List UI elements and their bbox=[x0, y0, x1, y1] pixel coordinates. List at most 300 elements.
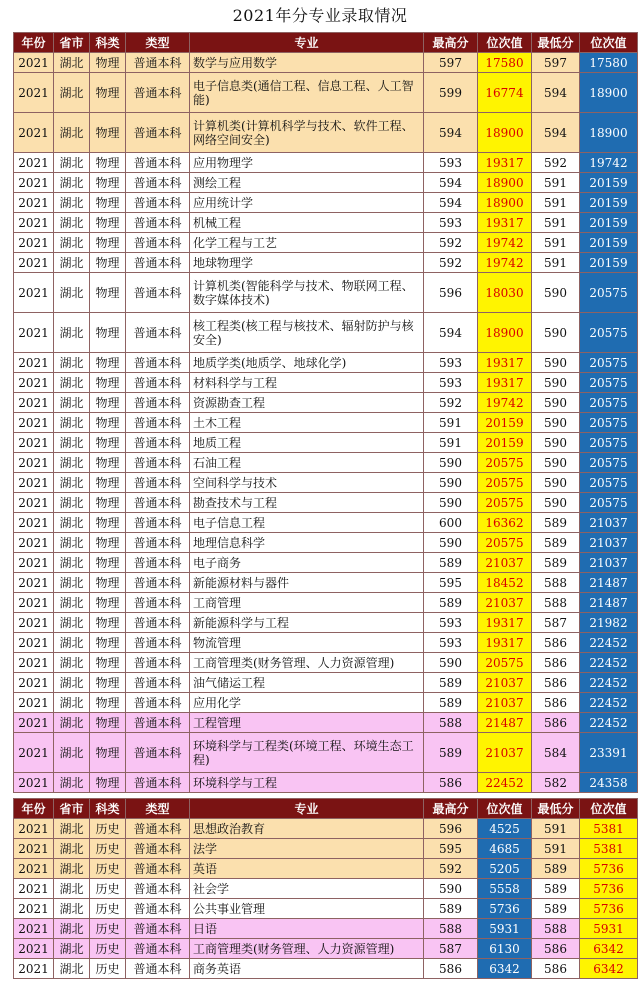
cell-min-rank: 20159 bbox=[580, 173, 638, 193]
cell-major: 地质学类(地质学、地球化学) bbox=[190, 353, 424, 373]
cell-province: 湖北 bbox=[54, 733, 90, 773]
cell-type: 普通本科 bbox=[126, 773, 190, 793]
cell-min-score: 589 bbox=[532, 553, 580, 573]
cell-type: 普通本科 bbox=[126, 193, 190, 213]
cell-min-rank: 18900 bbox=[580, 113, 638, 153]
cell-max-rank: 18900 bbox=[478, 313, 532, 353]
cell-major: 思想政治教育 bbox=[190, 819, 424, 839]
cell-year: 2021 bbox=[14, 959, 54, 979]
table-row bbox=[14, 453, 638, 473]
cell-province: 湖北 bbox=[54, 593, 90, 613]
cell-max-score: 590 bbox=[424, 473, 478, 493]
header-max-score: 最高分 bbox=[424, 33, 478, 53]
cell-major: 工商管理 bbox=[190, 593, 424, 613]
cell-year: 2021 bbox=[14, 433, 54, 453]
cell-major: 计算机类(计算机科学与技术、软件工程、网络空间安全) bbox=[190, 113, 424, 153]
cell-max-score: 589 bbox=[424, 553, 478, 573]
cell-max-score: 593 bbox=[424, 613, 478, 633]
cell-year: 2021 bbox=[14, 493, 54, 513]
cell-year: 2021 bbox=[14, 153, 54, 173]
cell-type: 普通本科 bbox=[126, 213, 190, 233]
cell-year: 2021 bbox=[14, 859, 54, 879]
header-type: 类型 bbox=[126, 33, 190, 53]
cell-subject: 物理 bbox=[90, 473, 126, 493]
cell-max-rank: 21037 bbox=[478, 693, 532, 713]
cell-max-rank: 17580 bbox=[478, 53, 532, 73]
cell-max-rank: 4685 bbox=[478, 839, 532, 859]
cell-min-score: 590 bbox=[532, 493, 580, 513]
header-subject: 科类 bbox=[90, 33, 126, 53]
cell-max-score: 596 bbox=[424, 273, 478, 313]
cell-type: 普通本科 bbox=[126, 733, 190, 773]
cell-type: 普通本科 bbox=[126, 473, 190, 493]
cell-max-score: 594 bbox=[424, 193, 478, 213]
cell-province: 湖北 bbox=[54, 153, 90, 173]
cell-subject: 物理 bbox=[90, 713, 126, 733]
cell-province: 湖北 bbox=[54, 173, 90, 193]
cell-max-rank: 19317 bbox=[478, 353, 532, 373]
cell-major: 测绘工程 bbox=[190, 173, 424, 193]
cell-province: 湖北 bbox=[54, 513, 90, 533]
cell-province: 湖北 bbox=[54, 193, 90, 213]
header-max-rank: 位次值 bbox=[478, 799, 532, 819]
cell-year: 2021 bbox=[14, 393, 54, 413]
cell-type: 普通本科 bbox=[126, 939, 190, 959]
cell-max-score: 591 bbox=[424, 413, 478, 433]
cell-max-rank: 5736 bbox=[478, 899, 532, 919]
cell-year: 2021 bbox=[14, 273, 54, 313]
cell-major: 土木工程 bbox=[190, 413, 424, 433]
table-row bbox=[14, 879, 638, 899]
cell-type: 普通本科 bbox=[126, 839, 190, 859]
cell-year: 2021 bbox=[14, 193, 54, 213]
cell-year: 2021 bbox=[14, 693, 54, 713]
cell-province: 湖北 bbox=[54, 899, 90, 919]
table-row bbox=[14, 713, 638, 733]
cell-max-rank: 19317 bbox=[478, 213, 532, 233]
cell-max-rank: 19317 bbox=[478, 633, 532, 653]
cell-major: 英语 bbox=[190, 859, 424, 879]
cell-province: 湖北 bbox=[54, 693, 90, 713]
cell-major: 日语 bbox=[190, 919, 424, 939]
table-row bbox=[14, 553, 638, 573]
cell-year: 2021 bbox=[14, 73, 54, 113]
cell-major: 化学工程与工艺 bbox=[190, 233, 424, 253]
cell-min-score: 591 bbox=[532, 213, 580, 233]
cell-max-score: 595 bbox=[424, 839, 478, 859]
cell-min-score: 591 bbox=[532, 819, 580, 839]
table-row bbox=[14, 733, 638, 773]
table-row bbox=[14, 373, 638, 393]
cell-subject: 历史 bbox=[90, 919, 126, 939]
cell-subject: 物理 bbox=[90, 353, 126, 373]
cell-max-score: 590 bbox=[424, 533, 478, 553]
cell-type: 普通本科 bbox=[126, 693, 190, 713]
cell-min-score: 589 bbox=[532, 879, 580, 899]
table-row bbox=[14, 533, 638, 553]
cell-min-score: 589 bbox=[532, 899, 580, 919]
cell-subject: 物理 bbox=[90, 173, 126, 193]
table-row bbox=[14, 153, 638, 173]
physics-header-row bbox=[14, 33, 638, 53]
cell-max-score: 593 bbox=[424, 213, 478, 233]
cell-min-score: 588 bbox=[532, 593, 580, 613]
cell-major: 空间科学与技术 bbox=[190, 473, 424, 493]
cell-type: 普通本科 bbox=[126, 899, 190, 919]
cell-min-rank: 17580 bbox=[580, 53, 638, 73]
cell-type: 普通本科 bbox=[126, 553, 190, 573]
cell-max-rank: 18900 bbox=[478, 113, 532, 153]
history-header-row bbox=[14, 799, 638, 819]
cell-min-rank: 23391 bbox=[580, 733, 638, 773]
cell-province: 湖北 bbox=[54, 313, 90, 353]
cell-province: 湖北 bbox=[54, 839, 90, 859]
header-province: 省市 bbox=[54, 33, 90, 53]
cell-type: 普通本科 bbox=[126, 513, 190, 533]
cell-year: 2021 bbox=[14, 819, 54, 839]
cell-min-rank: 21487 bbox=[580, 593, 638, 613]
cell-min-rank: 20159 bbox=[580, 213, 638, 233]
cell-max-score: 586 bbox=[424, 959, 478, 979]
cell-major: 地理信息科学 bbox=[190, 533, 424, 553]
cell-province: 湖北 bbox=[54, 393, 90, 413]
cell-min-score: 586 bbox=[532, 653, 580, 673]
header-min-score: 最低分 bbox=[532, 33, 580, 53]
cell-max-rank: 20159 bbox=[478, 433, 532, 453]
cell-max-score: 590 bbox=[424, 653, 478, 673]
cell-max-rank: 5931 bbox=[478, 919, 532, 939]
cell-max-rank: 5558 bbox=[478, 879, 532, 899]
cell-max-rank: 20575 bbox=[478, 453, 532, 473]
cell-min-score: 590 bbox=[532, 353, 580, 373]
cell-province: 湖北 bbox=[54, 53, 90, 73]
cell-min-score: 586 bbox=[532, 959, 580, 979]
cell-min-rank: 22452 bbox=[580, 633, 638, 653]
cell-major: 工商管理类(财务管理、人力资源管理) bbox=[190, 653, 424, 673]
cell-type: 普通本科 bbox=[126, 453, 190, 473]
table-row bbox=[14, 513, 638, 533]
cell-year: 2021 bbox=[14, 593, 54, 613]
cell-province: 湖北 bbox=[54, 493, 90, 513]
cell-max-rank: 16362 bbox=[478, 513, 532, 533]
cell-subject: 物理 bbox=[90, 633, 126, 653]
cell-year: 2021 bbox=[14, 173, 54, 193]
cell-year: 2021 bbox=[14, 673, 54, 693]
cell-major: 石油工程 bbox=[190, 453, 424, 473]
cell-subject: 物理 bbox=[90, 593, 126, 613]
cell-province: 湖北 bbox=[54, 413, 90, 433]
cell-type: 普通本科 bbox=[126, 153, 190, 173]
table-row bbox=[14, 693, 638, 713]
header-min-rank: 位次值 bbox=[580, 33, 638, 53]
cell-year: 2021 bbox=[14, 213, 54, 233]
cell-min-score: 590 bbox=[532, 433, 580, 453]
cell-major: 环境科学与工程 bbox=[190, 773, 424, 793]
table-row bbox=[14, 73, 638, 113]
cell-min-score: 584 bbox=[532, 733, 580, 773]
cell-subject: 物理 bbox=[90, 653, 126, 673]
header-major: 专业 bbox=[190, 33, 424, 53]
table-row bbox=[14, 233, 638, 253]
cell-type: 普通本科 bbox=[126, 859, 190, 879]
cell-subject: 物理 bbox=[90, 213, 126, 233]
cell-subject: 物理 bbox=[90, 433, 126, 453]
cell-min-rank: 20575 bbox=[580, 413, 638, 433]
cell-year: 2021 bbox=[14, 413, 54, 433]
cell-max-rank: 21037 bbox=[478, 553, 532, 573]
cell-max-score: 593 bbox=[424, 633, 478, 653]
cell-max-score: 592 bbox=[424, 233, 478, 253]
table-row bbox=[14, 253, 638, 273]
table-row bbox=[14, 819, 638, 839]
cell-max-score: 588 bbox=[424, 713, 478, 733]
cell-min-score: 586 bbox=[532, 673, 580, 693]
cell-min-score: 588 bbox=[532, 573, 580, 593]
cell-province: 湖北 bbox=[54, 859, 90, 879]
cell-min-score: 589 bbox=[532, 533, 580, 553]
cell-min-rank: 22452 bbox=[580, 673, 638, 693]
header-type: 类型 bbox=[126, 799, 190, 819]
cell-max-score: 589 bbox=[424, 593, 478, 613]
cell-min-rank: 18900 bbox=[580, 73, 638, 113]
cell-year: 2021 bbox=[14, 253, 54, 273]
table-row bbox=[14, 393, 638, 413]
cell-province: 湖北 bbox=[54, 453, 90, 473]
cell-min-score: 592 bbox=[532, 153, 580, 173]
cell-min-rank: 20159 bbox=[580, 233, 638, 253]
history-table-body bbox=[14, 819, 638, 979]
cell-min-rank: 21037 bbox=[580, 553, 638, 573]
cell-year: 2021 bbox=[14, 713, 54, 733]
cell-min-score: 591 bbox=[532, 253, 580, 273]
cell-max-rank: 21037 bbox=[478, 673, 532, 693]
cell-year: 2021 bbox=[14, 353, 54, 373]
cell-subject: 物理 bbox=[90, 253, 126, 273]
cell-province: 湖北 bbox=[54, 353, 90, 373]
cell-min-score: 589 bbox=[532, 513, 580, 533]
cell-subject: 物理 bbox=[90, 693, 126, 713]
cell-max-score: 593 bbox=[424, 353, 478, 373]
header-year: 年份 bbox=[14, 799, 54, 819]
cell-subject: 物理 bbox=[90, 573, 126, 593]
cell-max-rank: 20575 bbox=[478, 473, 532, 493]
cell-min-score: 590 bbox=[532, 453, 580, 473]
cell-min-score: 591 bbox=[532, 839, 580, 859]
table-row bbox=[14, 473, 638, 493]
cell-max-score: 589 bbox=[424, 673, 478, 693]
cell-min-rank: 5736 bbox=[580, 879, 638, 899]
cell-type: 普通本科 bbox=[126, 393, 190, 413]
cell-year: 2021 bbox=[14, 773, 54, 793]
header-max-score: 最高分 bbox=[424, 799, 478, 819]
header-min-rank: 位次值 bbox=[580, 799, 638, 819]
cell-type: 普通本科 bbox=[126, 233, 190, 253]
cell-subject: 物理 bbox=[90, 733, 126, 773]
cell-max-score: 596 bbox=[424, 819, 478, 839]
cell-min-rank: 20575 bbox=[580, 393, 638, 413]
physics-table-body bbox=[14, 53, 638, 793]
cell-min-rank: 21037 bbox=[580, 533, 638, 553]
cell-min-score: 590 bbox=[532, 473, 580, 493]
cell-min-rank: 20575 bbox=[580, 493, 638, 513]
cell-year: 2021 bbox=[14, 919, 54, 939]
cell-province: 湖北 bbox=[54, 633, 90, 653]
table-row bbox=[14, 433, 638, 453]
cell-subject: 历史 bbox=[90, 839, 126, 859]
cell-max-rank: 6342 bbox=[478, 959, 532, 979]
cell-max-rank: 16774 bbox=[478, 73, 532, 113]
cell-province: 湖北 bbox=[54, 959, 90, 979]
cell-subject: 物理 bbox=[90, 413, 126, 433]
cell-year: 2021 bbox=[14, 513, 54, 533]
cell-min-rank: 5736 bbox=[580, 899, 638, 919]
cell-max-rank: 20575 bbox=[478, 533, 532, 553]
cell-max-score: 593 bbox=[424, 373, 478, 393]
cell-max-score: 591 bbox=[424, 433, 478, 453]
table-row bbox=[14, 273, 638, 313]
table-row bbox=[14, 613, 638, 633]
cell-min-score: 590 bbox=[532, 413, 580, 433]
cell-max-rank: 19742 bbox=[478, 393, 532, 413]
cell-max-score: 592 bbox=[424, 393, 478, 413]
cell-major: 应用化学 bbox=[190, 693, 424, 713]
cell-province: 湖北 bbox=[54, 273, 90, 313]
cell-major: 地球物理学 bbox=[190, 253, 424, 273]
cell-max-rank: 21037 bbox=[478, 593, 532, 613]
cell-min-score: 590 bbox=[532, 373, 580, 393]
cell-major: 电子信息工程 bbox=[190, 513, 424, 533]
cell-min-score: 586 bbox=[532, 713, 580, 733]
cell-type: 普通本科 bbox=[126, 433, 190, 453]
table-row bbox=[14, 593, 638, 613]
cell-subject: 物理 bbox=[90, 393, 126, 413]
cell-max-rank: 19742 bbox=[478, 253, 532, 273]
cell-min-rank: 19742 bbox=[580, 153, 638, 173]
cell-major: 社会学 bbox=[190, 879, 424, 899]
cell-min-score: 594 bbox=[532, 113, 580, 153]
cell-max-score: 590 bbox=[424, 493, 478, 513]
cell-subject: 物理 bbox=[90, 233, 126, 253]
cell-min-score: 582 bbox=[532, 773, 580, 793]
cell-year: 2021 bbox=[14, 113, 54, 153]
cell-max-rank: 18900 bbox=[478, 173, 532, 193]
cell-year: 2021 bbox=[14, 613, 54, 633]
cell-max-score: 586 bbox=[424, 773, 478, 793]
cell-max-score: 597 bbox=[424, 53, 478, 73]
cell-subject: 物理 bbox=[90, 553, 126, 573]
cell-min-rank: 6342 bbox=[580, 939, 638, 959]
cell-type: 普通本科 bbox=[126, 533, 190, 553]
cell-year: 2021 bbox=[14, 373, 54, 393]
cell-max-score: 594 bbox=[424, 313, 478, 353]
cell-min-rank: 21982 bbox=[580, 613, 638, 633]
cell-subject: 历史 bbox=[90, 819, 126, 839]
cell-province: 湖北 bbox=[54, 713, 90, 733]
header-year: 年份 bbox=[14, 33, 54, 53]
cell-min-rank: 6342 bbox=[580, 959, 638, 979]
cell-major: 勘查技术与工程 bbox=[190, 493, 424, 513]
cell-subject: 物理 bbox=[90, 113, 126, 153]
history-admission-table bbox=[13, 798, 638, 979]
cell-min-rank: 22452 bbox=[580, 653, 638, 673]
cell-max-rank: 4525 bbox=[478, 819, 532, 839]
cell-province: 湖北 bbox=[54, 233, 90, 253]
table-row bbox=[14, 113, 638, 153]
cell-max-rank: 22452 bbox=[478, 773, 532, 793]
cell-max-score: 589 bbox=[424, 733, 478, 773]
cell-min-score: 590 bbox=[532, 313, 580, 353]
cell-province: 湖北 bbox=[54, 433, 90, 453]
cell-max-score: 587 bbox=[424, 939, 478, 959]
cell-year: 2021 bbox=[14, 313, 54, 353]
cell-subject: 物理 bbox=[90, 513, 126, 533]
header-min-score: 最低分 bbox=[532, 799, 580, 819]
cell-subject: 物理 bbox=[90, 373, 126, 393]
cell-max-rank: 21037 bbox=[478, 733, 532, 773]
cell-max-score: 594 bbox=[424, 113, 478, 153]
cell-major: 油气储运工程 bbox=[190, 673, 424, 693]
cell-province: 湖北 bbox=[54, 773, 90, 793]
header-province: 省市 bbox=[54, 799, 90, 819]
cell-min-rank: 20575 bbox=[580, 313, 638, 353]
cell-province: 湖北 bbox=[54, 879, 90, 899]
cell-major: 应用物理学 bbox=[190, 153, 424, 173]
table-row bbox=[14, 859, 638, 879]
cell-type: 普通本科 bbox=[126, 313, 190, 353]
cell-major: 机械工程 bbox=[190, 213, 424, 233]
cell-subject: 物理 bbox=[90, 153, 126, 173]
cell-subject: 历史 bbox=[90, 899, 126, 919]
cell-max-rank: 20159 bbox=[478, 413, 532, 433]
cell-type: 普通本科 bbox=[126, 413, 190, 433]
table-row bbox=[14, 773, 638, 793]
cell-subject: 物理 bbox=[90, 533, 126, 553]
cell-year: 2021 bbox=[14, 473, 54, 493]
cell-major: 工商管理类(财务管理、人力资源管理) bbox=[190, 939, 424, 959]
cell-subject: 物理 bbox=[90, 53, 126, 73]
cell-min-rank: 22452 bbox=[580, 693, 638, 713]
cell-major: 资源勘查工程 bbox=[190, 393, 424, 413]
cell-type: 普通本科 bbox=[126, 633, 190, 653]
cell-min-rank: 20575 bbox=[580, 373, 638, 393]
cell-type: 普通本科 bbox=[126, 613, 190, 633]
cell-subject: 历史 bbox=[90, 939, 126, 959]
cell-min-rank: 21037 bbox=[580, 513, 638, 533]
cell-major: 公共事业管理 bbox=[190, 899, 424, 919]
table-row bbox=[14, 213, 638, 233]
cell-subject: 物理 bbox=[90, 313, 126, 353]
cell-type: 普通本科 bbox=[126, 959, 190, 979]
table-row bbox=[14, 839, 638, 859]
cell-subject: 物理 bbox=[90, 193, 126, 213]
cell-min-rank: 5736 bbox=[580, 859, 638, 879]
cell-min-rank: 20575 bbox=[580, 273, 638, 313]
cell-min-score: 586 bbox=[532, 693, 580, 713]
cell-province: 湖北 bbox=[54, 253, 90, 273]
cell-major: 电子信息类(通信工程、信息工程、人工智能) bbox=[190, 73, 424, 113]
cell-subject: 历史 bbox=[90, 959, 126, 979]
table-row bbox=[14, 959, 638, 979]
cell-year: 2021 bbox=[14, 533, 54, 553]
cell-major: 新能源科学与工程 bbox=[190, 613, 424, 633]
cell-max-score: 599 bbox=[424, 73, 478, 113]
cell-max-rank: 19317 bbox=[478, 373, 532, 393]
cell-max-rank: 6130 bbox=[478, 939, 532, 959]
cell-min-rank: 5931 bbox=[580, 919, 638, 939]
cell-max-rank: 18030 bbox=[478, 273, 532, 313]
cell-year: 2021 bbox=[14, 453, 54, 473]
cell-max-score: 595 bbox=[424, 573, 478, 593]
